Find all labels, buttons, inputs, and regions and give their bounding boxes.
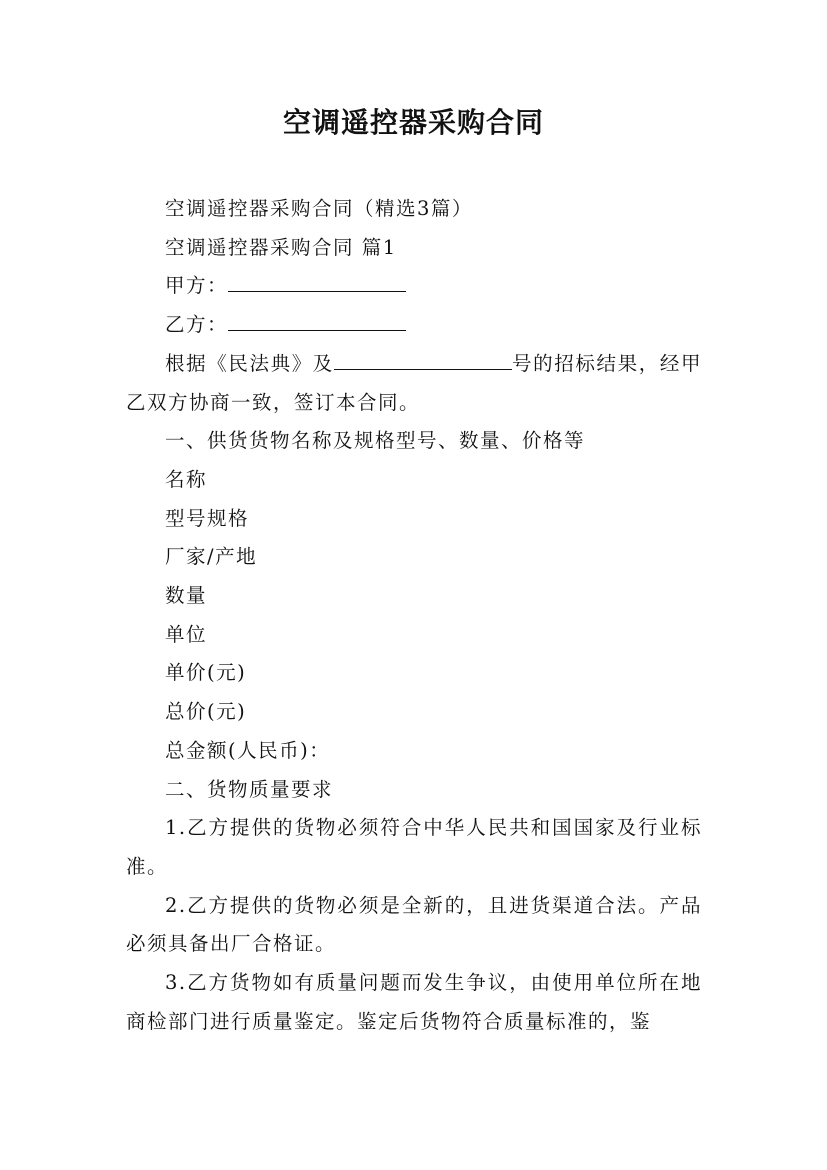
quality-clause-1: 1.乙方提供的货物必须符合中华人民共和国国家及行业标准。 xyxy=(126,816,702,878)
party-a-line xyxy=(126,267,702,306)
quality-clause-2: 2.乙方提供的货物必须是全新的，且进货渠道合法。产品必须具备出厂合格证。 xyxy=(126,893,702,956)
party-a-blank xyxy=(228,269,406,292)
document-body xyxy=(126,190,702,1041)
field-quantity: 数量 xyxy=(165,584,208,608)
tender-number-blank xyxy=(334,346,512,369)
document-title: 空调遥控器采购合同 xyxy=(282,106,544,139)
paragraph-subtitle: 空调遥控器采购合同（精选3篇） xyxy=(165,197,473,220)
field-unit-price: 单价(元) xyxy=(165,661,247,685)
party-b-line xyxy=(126,306,702,345)
field-manufacturer: 厂家/产地 xyxy=(165,545,258,569)
section-heading-quality: 二、货物质量要求 xyxy=(165,777,334,801)
field-model: 型号规格 xyxy=(165,506,250,530)
basis-text-before: 根据《民法典》及 xyxy=(165,351,334,375)
paragraph-basis xyxy=(126,345,702,422)
field-unit: 单位 xyxy=(165,622,208,646)
party-b-label: 乙方： xyxy=(165,313,229,337)
field-name: 名称 xyxy=(165,467,208,491)
paragraph-article-heading: 空调遥控器采购合同 篇1 xyxy=(165,235,397,259)
field-total-price: 总价(元) xyxy=(165,700,247,724)
section-heading-goods: 一、供货货物名称及规格型号、数量、价格等 xyxy=(165,429,586,453)
quality-clause-3: 3.乙方货物如有质量问题而发生争议，由使用单位所在地商检部门进行质量鉴定。鉴定后货物符合质量标准的，鉴 xyxy=(126,971,702,1033)
party-b-blank xyxy=(228,308,406,331)
party-a-label: 甲方： xyxy=(165,274,229,298)
field-total-amount: 总金额(人民币)： xyxy=(165,738,331,762)
basis-text-after: 号的招标结果，经甲乙双方协商一致，签订本合同。 xyxy=(126,351,702,414)
